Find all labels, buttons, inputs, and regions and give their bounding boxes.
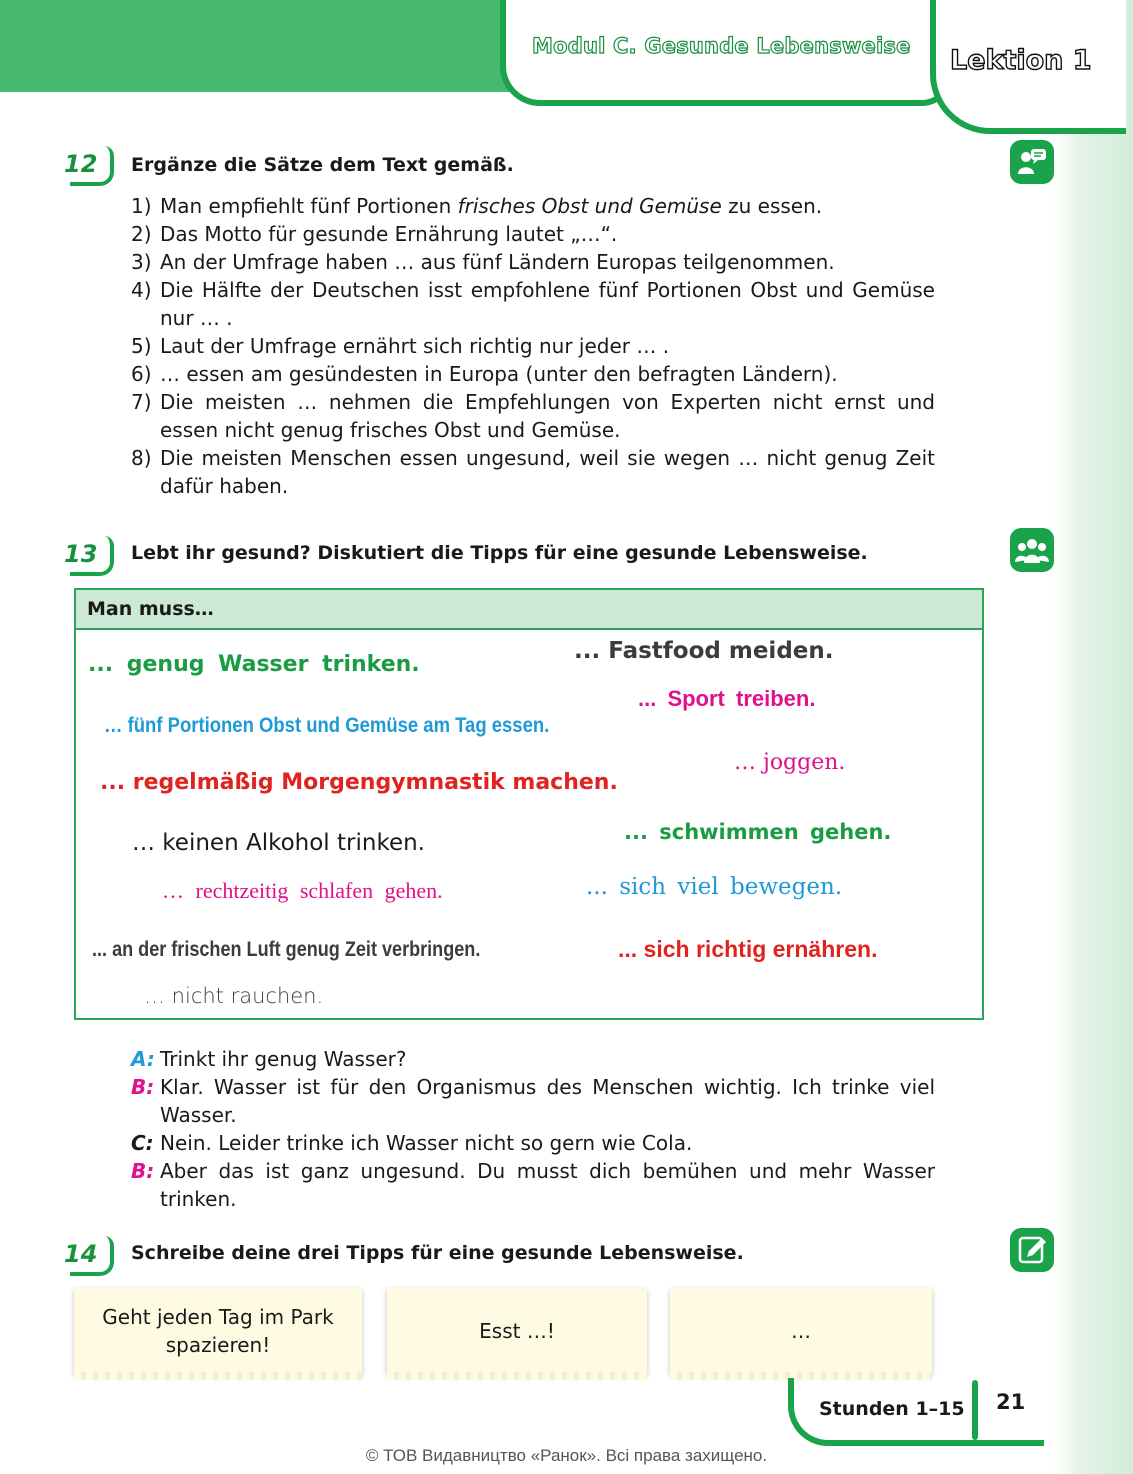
dialog-line [131, 1157, 935, 1213]
dialog-line [131, 1073, 935, 1129]
answer-example: frisches Obst und Gemüse [457, 194, 722, 218]
list-item: 2) Das Motto für gesunde Ernährung lautet „…“. [131, 222, 618, 246]
dialog-line [131, 1045, 935, 1073]
tip-item: ... genug Wasser trinken. [88, 652, 420, 677]
side-gradient [1053, 0, 1133, 1474]
page-number: 21 [996, 1390, 1026, 1414]
lesson-label: Lektion 1 [950, 45, 1092, 76]
speaker: B: [131, 1159, 155, 1183]
exercise-title: Ergänze die Sätze dem Text gemäß. [131, 154, 514, 176]
speaker: B: [131, 1075, 155, 1099]
list-item: 8) Die meisten Menschen essen ungesund, weil sie wegen … nicht genug Zeit dafür haben. [131, 446, 935, 498]
speaker: C: [131, 1131, 154, 1155]
tip-item: ... an der frischen Luft genug Zeit verbringen. [92, 938, 481, 961]
tip-item: … rechtzeitig schlafen gehen. [162, 878, 443, 903]
exercise12-list [131, 192, 935, 500]
pencil-icon [1010, 1228, 1054, 1272]
dialog-line [131, 1129, 935, 1157]
page-divider [972, 1380, 978, 1440]
tip-note-text: … [791, 1319, 811, 1343]
speaker: A: [131, 1047, 155, 1071]
section-label: Stunden 1–15 [819, 1398, 965, 1420]
tip-note-text: Esst …! [479, 1319, 555, 1343]
exercise-number: 12 [64, 150, 98, 178]
copyright: © ТОВ Видавництво «Ранок». Всі права захищено. [365, 1446, 768, 1465]
tip-note [74, 1288, 362, 1374]
item-text: Man empfiehlt fünf Portionen frisches Obst und Gemüse zu essen. [160, 194, 823, 218]
list-item: 7) Die meisten … nehmen die Empfehlungen von Experten nicht ernst und essen nicht genug frisches Obst und Gemüse. [131, 390, 935, 442]
header-band [0, 0, 520, 92]
tips-box-header: Man muss… [76, 590, 982, 630]
list-item: 6) … essen am gesündesten in Europa (unter den befragten Ländern). [131, 362, 838, 386]
tips-box [74, 588, 984, 1020]
list-item: 5) Laut der Umfrage ernährt sich richtig nur jeder … . [131, 334, 670, 358]
exercise-number: 13 [64, 540, 98, 568]
dialog-text: Klar. Wasser ist für den Organismus des Menschen wichtig. Ich trinke viel Wasser. [160, 1075, 935, 1127]
item-number: 1) [131, 194, 152, 218]
tip-item: … nicht rauchen. [144, 984, 324, 1008]
tip-item: … keinen Alkohol trinken. [132, 830, 425, 856]
tip-note [670, 1288, 932, 1374]
dialog [131, 1045, 935, 1213]
tip-item: ... Sport treiben. [638, 686, 816, 711]
list-item: 3) An der Umfrage haben … aus fünf Ländern Europas teilgenommen. [131, 250, 835, 274]
module-title: Modul C. Gesunde Lebensweise [532, 34, 911, 58]
tip-item: ... sich viel bewegen. [586, 874, 843, 900]
tip-item: ... Fastfood meiden. [574, 638, 834, 664]
group-icon [1010, 528, 1054, 572]
tip-item: ... regelmäßig Morgengymnastik machen. [100, 770, 618, 795]
exercise-title: Schreibe deine drei Tipps für eine gesunde Lebensweise. [131, 1242, 744, 1264]
tip-item: … fünf Portionen Obst und Gemüse am Tag essen. [104, 714, 550, 737]
tip-item: ... sich richtig ernähren. [618, 936, 878, 962]
dialog-text: Trinkt ihr genug Wasser? [160, 1047, 407, 1071]
dialog-text: Nein. Leider trinke ich Wasser nicht so gern wie Cola. [160, 1131, 693, 1155]
list-item [131, 192, 935, 220]
tip-note [387, 1288, 647, 1374]
tip-item: ... schwimmen gehen. [624, 820, 892, 844]
tip-note-text: Geht jeden Tag im Park spazieren! [102, 1305, 334, 1357]
dialog-text: Aber das ist ganz ungesund. Du musst dich bemühen und mehr Wasser trinken. [160, 1159, 935, 1211]
exercise-number: 14 [64, 1240, 98, 1268]
speech-person-icon [1010, 140, 1054, 184]
exercise-title: Lebt ihr gesund? Diskutiert die Tipps für eine gesunde Lebensweise. [131, 542, 868, 564]
list-item: 4) Die Hälfte der Deutschen isst empfohlene fünf Portionen Obst und Gemüse nur … . [131, 278, 935, 330]
tip-item: … joggen. [734, 750, 846, 775]
